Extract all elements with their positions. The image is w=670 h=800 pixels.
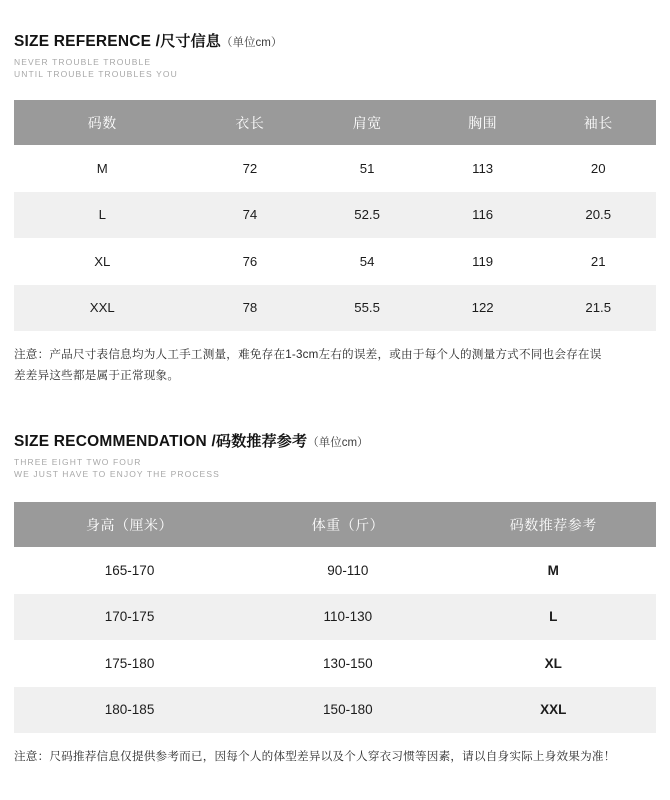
table-row: [14, 238, 656, 285]
cell-length: 74: [191, 192, 310, 239]
size-recommendation-note: [14, 746, 656, 767]
table-row: [14, 687, 656, 734]
size-reference-section: [0, 0, 670, 386]
table-row: [14, 594, 656, 641]
cell-recommended-size: L: [451, 594, 656, 641]
cell-weight: 110-130: [245, 594, 450, 641]
size-reference-title: [14, 30, 656, 51]
column-header-recommended-size: 码数推荐参考: [451, 502, 656, 547]
column-header-length: 衣长: [191, 100, 310, 145]
table-row: [14, 640, 656, 687]
cell-shoulder: 54: [309, 238, 425, 285]
cell-size: M: [14, 145, 191, 192]
size-reference-note-line-1: 注意：产品尺寸表信息均为人工手工测量，难免存在1-3cm左右的误差，或由于每个人的测量方式不同也会存在误: [14, 348, 602, 361]
table-row: [14, 192, 656, 239]
size-recommendation-section: [0, 430, 670, 767]
size-reference-table-wrap: [14, 100, 656, 331]
cell-bust: 113: [425, 145, 541, 192]
size-reference-table-head: [14, 100, 656, 145]
size-reference-subtitle-2: UNTIL TROUBLE TROUBLES YOU: [14, 69, 178, 79]
table-row: [14, 285, 656, 332]
cell-size: XXL: [14, 285, 191, 332]
size-recommendation-table: [14, 502, 656, 733]
cell-size: XL: [14, 238, 191, 285]
size-recommendation-table-wrap: [14, 502, 656, 733]
size-recommendation-table-body: [14, 547, 656, 733]
column-header-sleeve: 袖长: [540, 100, 656, 145]
cell-sleeve: 21.5: [540, 285, 656, 332]
size-reference-table-body: [14, 145, 656, 331]
column-header-height: 身高（厘米）: [14, 502, 245, 547]
cell-height: 180-185: [14, 687, 245, 734]
size-recommendation-note-line-1: 注意：尺码推荐信息仅提供参考而已，因每个人的体型差异以及个人穿衣习惯等因素，请以自身实际上身效果为准！: [14, 750, 616, 763]
size-reference-subtitles: [14, 56, 656, 80]
cell-length: 72: [191, 145, 310, 192]
size-recommendation-title-en: SIZE RECOMMENDATION: [14, 433, 207, 450]
cell-height: 175-180: [14, 640, 245, 687]
cell-shoulder: 51: [309, 145, 425, 192]
cell-sleeve: 20.5: [540, 192, 656, 239]
size-reference-title-unit: （单位cm）: [221, 37, 283, 49]
cell-weight: 130-150: [245, 640, 450, 687]
cell-shoulder: 52.5: [309, 192, 425, 239]
cell-bust: 116: [425, 192, 541, 239]
table-row: [14, 547, 656, 594]
table-row: [14, 145, 656, 192]
size-reference-table: [14, 100, 656, 331]
size-recommendation-heading: [14, 430, 656, 480]
size-reference-note-line-2: 差差异这些都是属于正常现象。: [14, 369, 180, 382]
cell-recommended-size: XXL: [451, 687, 656, 734]
table-header-row: [14, 100, 656, 145]
cell-weight: 90-110: [245, 547, 450, 594]
size-recommendation-title-cn: 码数推荐参考: [216, 433, 308, 450]
table-header-row: [14, 502, 656, 547]
cell-height: 165-170: [14, 547, 245, 594]
size-recommendation-subtitle-1: THREE EIGHT TWO FOUR: [14, 457, 142, 467]
size-recommendation-title-slash: /: [211, 433, 216, 450]
cell-sleeve: 21: [540, 238, 656, 285]
size-recommendation-table-head: [14, 502, 656, 547]
column-header-size: 码数: [14, 100, 191, 145]
size-reference-subtitle-1: NEVER TROUBLE TROUBLE: [14, 57, 152, 67]
cell-bust: 119: [425, 238, 541, 285]
size-reference-heading: [14, 0, 656, 80]
cell-size: L: [14, 192, 191, 239]
size-reference-note: [14, 344, 656, 386]
size-reference-title-en: SIZE REFERENCE: [14, 33, 152, 50]
size-recommendation-title: [14, 430, 656, 451]
cell-bust: 122: [425, 285, 541, 332]
size-reference-title-cn: 尺寸信息: [160, 33, 221, 50]
cell-weight: 150-180: [245, 687, 450, 734]
cell-recommended-size: M: [451, 547, 656, 594]
cell-length: 76: [191, 238, 310, 285]
cell-height: 170-175: [14, 594, 245, 641]
cell-length: 78: [191, 285, 310, 332]
size-recommendation-subtitle-2: WE JUST HAVE TO ENJOY THE PROCESS: [14, 469, 220, 479]
cell-sleeve: 20: [540, 145, 656, 192]
cell-recommended-size: XL: [451, 640, 656, 687]
column-header-shoulder: 肩宽: [309, 100, 425, 145]
section-spacer: [0, 386, 670, 430]
column-header-weight: 体重（斤）: [245, 502, 450, 547]
cell-shoulder: 55.5: [309, 285, 425, 332]
size-reference-title-slash: /: [155, 33, 161, 50]
size-recommendation-title-unit: （单位cm）: [307, 437, 369, 449]
column-header-bust: 胸围: [425, 100, 541, 145]
size-recommendation-subtitles: [14, 456, 656, 480]
